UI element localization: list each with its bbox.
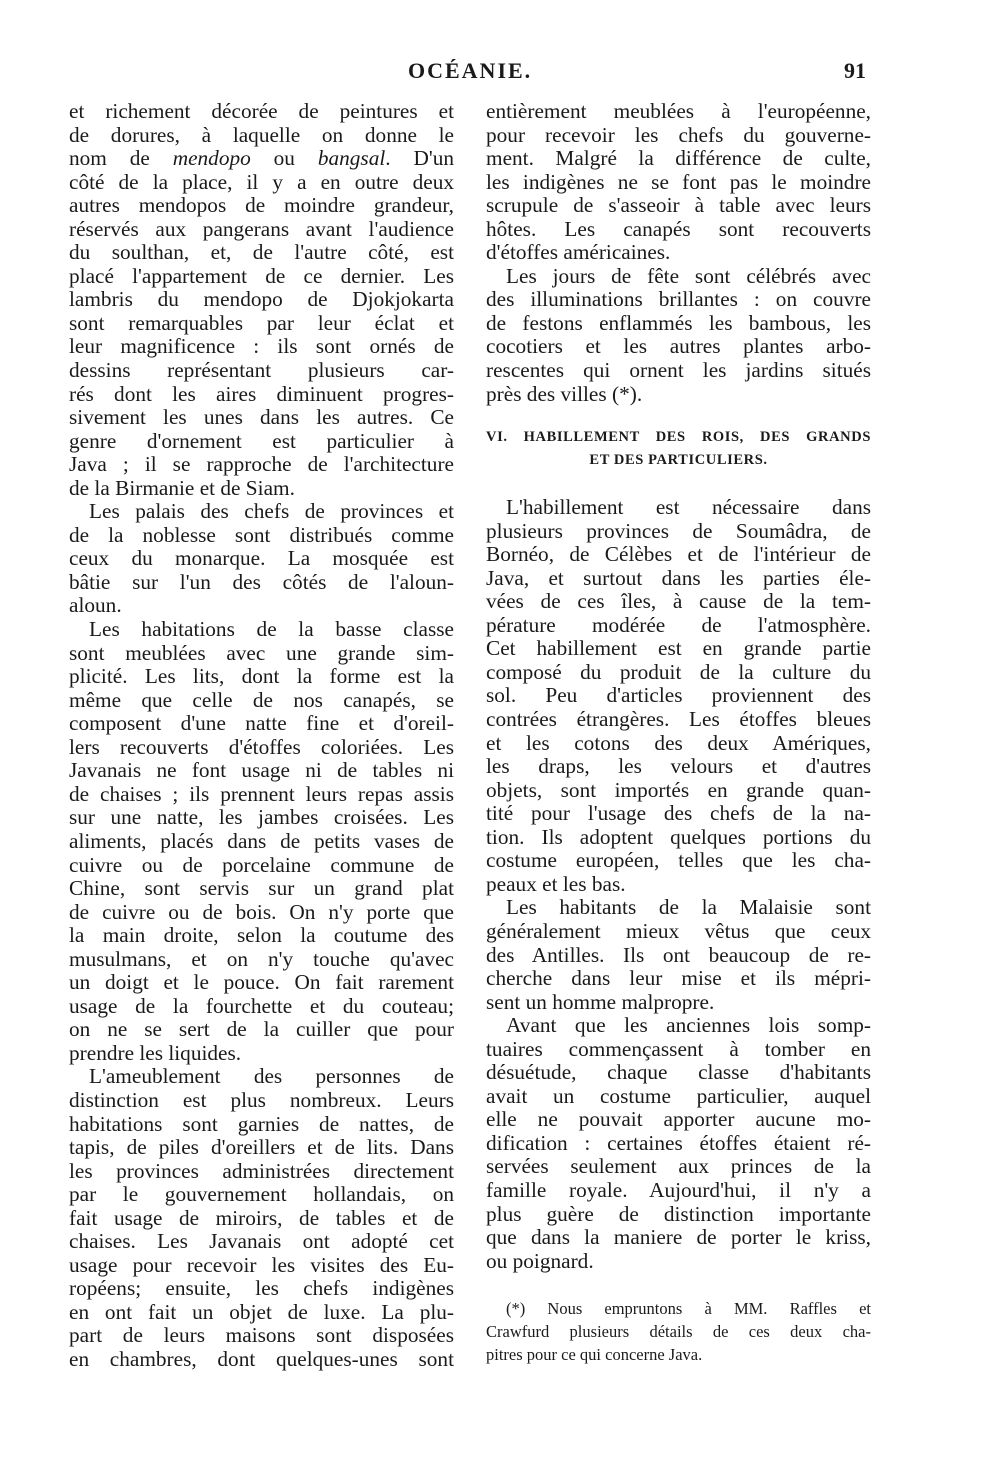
text-line: costume européen, telles que les cha- <box>486 848 871 873</box>
paragraph <box>69 500 454 618</box>
text-line: leur magnificence : ils sont ornés de <box>69 334 454 359</box>
text-line: les draps, les velours et d'autres <box>486 754 871 779</box>
text-line: sivement les unes dans les autres. Ce <box>69 405 454 430</box>
text-line: placé l'appartement de ce dernier. Les <box>69 263 454 288</box>
text-line: cocotiers et les autres plantes arbo- <box>486 334 871 359</box>
text-line: musulmans, et on n'y touche qu'avec <box>69 946 454 971</box>
paragraph <box>486 896 871 1014</box>
text-line: des illuminations brillantes : on couvre <box>486 287 871 312</box>
italic-term: bangsal <box>317 146 386 171</box>
text-line: tité pour l'usage des chefs de la na- <box>486 801 871 826</box>
text-line: usage de la fourchette et du couteau; <box>69 993 454 1018</box>
text-line: avait un costume particulier, auquel <box>486 1083 871 1108</box>
text-line: cuivre ou de porcelaine commune de <box>69 852 454 877</box>
text-line: entièrement meublées à l'européenne, <box>486 99 871 123</box>
footnote-line: (*) Nous empruntons à MM. Raffles et <box>506 1299 871 1319</box>
text-line: autres mendopos de moindre grandeur, <box>69 193 454 218</box>
text-line: vées de ces îles, à cause de la tem- <box>486 589 871 614</box>
text-line: de la noblesse sont distribués comme <box>69 522 454 547</box>
running-title: OCÉANIE. <box>408 58 533 83</box>
section-heading <box>486 426 871 472</box>
text-line: dessins représentant plusieurs car- <box>69 358 454 383</box>
text-line: ment. Malgré la différence de culte, <box>486 146 871 171</box>
paragraph <box>486 496 871 896</box>
text-line: chaises. Les Javanais ont adopté cet <box>69 1229 454 1254</box>
text-line: Les jours de fête sont célébrés avec <box>506 263 871 288</box>
text-line: côté de la place, il y a en outre deux <box>69 169 454 194</box>
text-line: bâtie sur l'un des côtés de l'aloun- <box>69 569 454 594</box>
text-line: Les palais des chefs de provinces et <box>89 499 454 524</box>
text-line: usage pour recevoir les visites des Eu- <box>69 1252 454 1277</box>
paragraph <box>486 265 871 406</box>
heading-line: ET DES PARTICULIERS. <box>589 452 768 469</box>
text-line: Cet habillement est en grande partie <box>486 636 871 661</box>
text-line: des Antilles. Ils ont beaucoup de re- <box>486 942 871 967</box>
paragraph <box>486 100 871 265</box>
text-line: Java ; il se rapproche de l'architecture <box>69 452 454 477</box>
text-line: lers recouverts d'étoffes coloriées. Les <box>69 734 454 759</box>
text-line: les provinces administrées directement <box>69 1158 454 1183</box>
text-line: peaux et les bas. <box>486 871 626 896</box>
text-line: tuaires commençassent à tomber en <box>486 1036 871 1061</box>
text-line: pour recevoir les chefs du gouverne- <box>486 122 871 147</box>
left-column <box>69 100 454 1372</box>
text-line: famille royale. Aujourd'hui, il n'y a <box>486 1177 871 1202</box>
text-line: ceux du monarque. La mosquée est <box>69 546 454 571</box>
text-line: Les habitants de la Malaisie sont <box>506 895 871 920</box>
text-line: aloun. <box>69 593 122 618</box>
text-line: plus guère de distinction importante <box>486 1201 871 1226</box>
text-line: de chaises ; ils prennent leurs repas assis <box>69 781 454 806</box>
text-line: Chine, sont servis sur un grand plat <box>69 876 454 901</box>
text-line: habitations sont garnies de nattes, de <box>69 1111 454 1136</box>
text-line: plusieurs provinces de Soumâdra, de <box>486 518 871 543</box>
text-line: la main droite, selon la coutume des <box>69 923 454 948</box>
text-line: sur une natte, les jambes croisées. Les <box>69 805 454 830</box>
footnote-line: Crawfurd plusieurs détails de ces deux cha- <box>486 1322 871 1342</box>
text-line: fait usage de miroirs, de tables et de <box>69 1205 454 1230</box>
text-line: pérature modérée de l'atmosphère. <box>486 612 871 637</box>
text-line: objets, sont importés en grande quan- <box>486 777 871 802</box>
text-line: Bornéo, de Célèbes et de l'intérieur de <box>486 542 871 567</box>
page-header <box>0 58 1000 88</box>
text-line: servées seulement aux princes de la <box>486 1154 871 1179</box>
text-line: scrupule de s'asseoir à table avec leurs <box>486 193 871 218</box>
text-line: composent d'une natte fine et d'oreil- <box>69 711 454 736</box>
footnote <box>486 1297 871 1366</box>
text-line: sent un homme malpropre. <box>486 989 715 1014</box>
text-line: part de leurs maisons sont disposées <box>69 1323 454 1348</box>
text-line: de dorures, à laquelle on donne le <box>69 122 454 147</box>
text-line: distinction est plus nombreux. Leurs <box>69 1087 454 1112</box>
text-line: Les habitations de la basse classe <box>89 617 454 642</box>
text-line: on ne se sert de la cuiller que pour <box>69 1017 454 1042</box>
text-line: lambris du mendopo de Djokjokarta <box>69 287 454 312</box>
text-line: composé du produit de la culture du <box>486 659 871 684</box>
text-line: cherche dans leur mise et ils mépri- <box>486 966 871 991</box>
text-line: d'étoffes américaines. <box>486 240 671 265</box>
text-line: ou poignard. <box>486 1248 594 1273</box>
text-line: et richement décorée de peintures et <box>69 99 454 123</box>
text-line: que dans la maniere de porter le kriss, <box>486 1225 871 1250</box>
text-line: un doigt et le pouce. On fait rarement <box>69 970 454 995</box>
text-line: sont remarquables par leur éclat et <box>69 310 454 335</box>
text-line: hôtes. Les canapés sont recouverts <box>486 216 871 241</box>
text-line: rés dont les aires diminuent progres- <box>69 381 454 406</box>
text-line: Java, et surtout dans les parties éle- <box>486 565 871 590</box>
text-line: contrées étrangères. Les étoffes bleues <box>486 707 871 732</box>
text-line: de la Birmanie et de Siam. <box>69 475 295 500</box>
text-line: du soulthan, et, de l'autre côté, est <box>69 240 454 265</box>
text-line: et les cotons des deux Amériques, <box>486 730 871 755</box>
text-line: même que celle de nos canapés, se <box>69 687 454 712</box>
right-column <box>486 100 871 1366</box>
text-line: tapis, de piles d'oreillers et de lits. Dans <box>69 1135 454 1160</box>
text-line: réservés aux pangerans avant l'audience <box>69 216 454 241</box>
text-line: sont meublées avec une grande sim- <box>69 640 454 665</box>
text-line: genre d'ornement est particulier à <box>69 428 454 453</box>
paragraph <box>69 618 454 1065</box>
text-line: en chambres, dont quelques-unes sont <box>69 1346 454 1371</box>
text-line-with-italics: nom de mendopo ou bangsal. D'un <box>69 146 454 171</box>
text-line: désuétude, chaque classe d'habitants <box>486 1060 871 1085</box>
text-line: L'habillement est nécessaire dans <box>506 495 871 520</box>
text-line: généralement mieux vêtus que ceux <box>486 918 871 943</box>
text-line: de festons enflammés les bambous, les <box>486 310 871 335</box>
text-line: par le gouvernement hollandais, on <box>69 1182 454 1207</box>
text-line: aliments, placés dans de petits vases de <box>69 828 454 853</box>
text-line: sol. Peu d'articles proviennent des <box>486 683 871 708</box>
text-line: prendre les liquides. <box>69 1040 242 1065</box>
text-line: de cuivre ou de bois. On n'y porte que <box>69 899 454 924</box>
text-line: près des villes (*). <box>486 381 643 406</box>
text-line: tion. Ils adoptent quelques portions du <box>486 824 871 849</box>
text-line: rescentes qui ornent les jardins situés <box>486 358 871 383</box>
text-line: elle ne pouvait apporter aucune mo- <box>486 1107 871 1132</box>
text-line: dification : certaines étoffes étaient ré- <box>486 1130 871 1155</box>
heading-line: VI. HABILLEMENT DES ROIS, DES GRANDS <box>486 429 871 446</box>
paragraph <box>486 1014 871 1273</box>
text-line: les indigènes ne se font pas le moindre <box>486 169 871 194</box>
paragraph <box>69 100 454 500</box>
text-line: en ont fait un objet de luxe. La plu- <box>69 1299 454 1324</box>
text-line: L'ameublement des personnes de <box>89 1064 454 1089</box>
text-line: ropéens; ensuite, les chefs indigènes <box>69 1276 454 1301</box>
italic-term: mendopo <box>172 146 251 171</box>
text-line: plicité. Les lits, dont la forme est la <box>69 664 454 689</box>
footnote-line: pitres pour ce qui concerne Java. <box>486 1345 703 1365</box>
text-line: Javanais ne font usage ni de tables ni <box>69 758 454 783</box>
page-number: 91 <box>844 58 866 83</box>
text-line: Avant que les anciennes lois somp- <box>506 1013 871 1038</box>
paragraph <box>69 1065 454 1371</box>
